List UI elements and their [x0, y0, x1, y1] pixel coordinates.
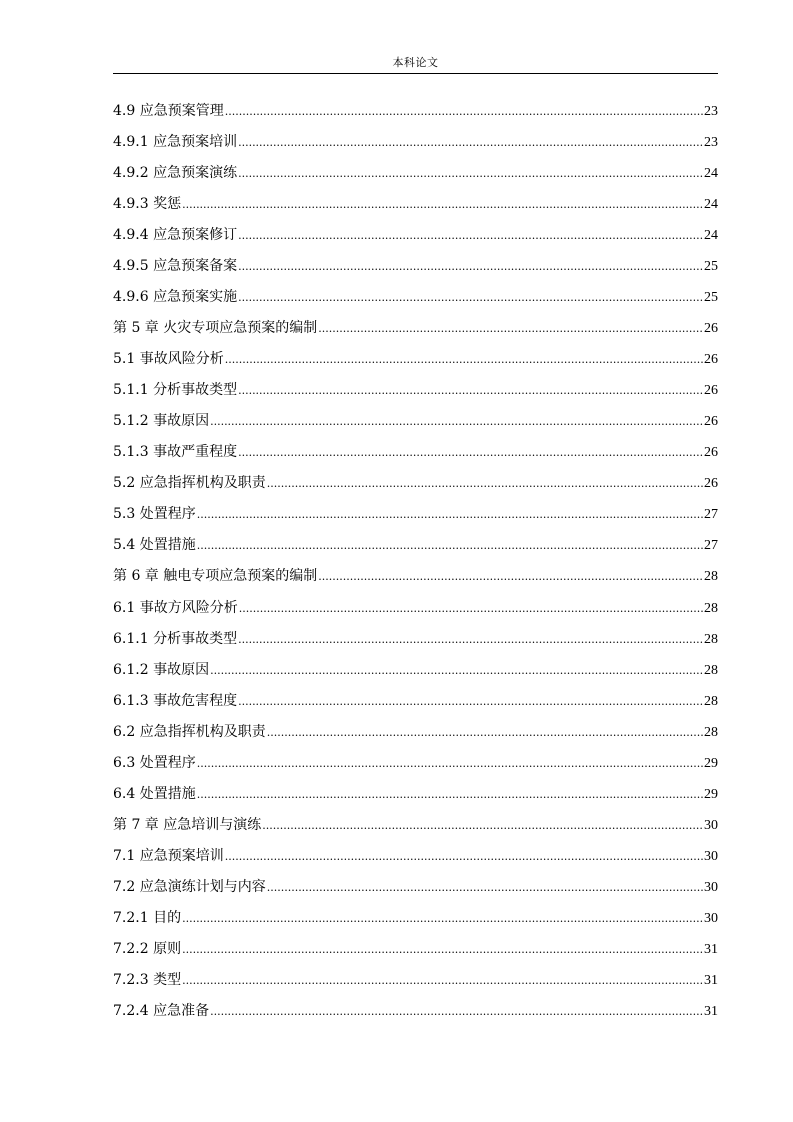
toc-entry-title: 6.1 事故方风险分析 [113, 599, 238, 616]
toc-page-number: 31 [704, 1003, 718, 1019]
toc-entry[interactable] [113, 473, 718, 504]
toc-entry[interactable] [113, 908, 718, 939]
toc-page-number: 25 [704, 290, 718, 306]
toc-page-number: 28 [704, 724, 718, 740]
toc-entry[interactable] [113, 691, 718, 722]
table-of-contents [113, 101, 718, 1032]
toc-dot-leader [210, 661, 703, 681]
toc-entry-title: 4.9 应急预案管理 [113, 103, 224, 119]
toc-page-number: 30 [704, 910, 718, 926]
toc-page-number: 28 [704, 662, 718, 678]
toc-page-number: 28 [704, 600, 718, 616]
toc-entry[interactable] [113, 380, 718, 411]
toc-entry-title: 7.2.3 类型 [113, 971, 182, 988]
toc-page-number: 23 [704, 135, 718, 151]
toc-page-number: 29 [704, 786, 718, 802]
toc-page-number: 30 [704, 879, 718, 895]
toc-dot-leader [239, 599, 703, 619]
toc-dot-leader [238, 692, 703, 712]
toc-entry-title: 7.2 应急演练计划与内容 [113, 878, 266, 895]
toc-dot-leader [238, 164, 703, 184]
toc-entry[interactable] [113, 349, 718, 380]
toc-dot-leader [318, 319, 703, 339]
toc-dot-leader [238, 381, 703, 401]
toc-dot-leader [238, 443, 703, 463]
toc-dot-leader [197, 536, 703, 556]
toc-page-number: 26 [704, 352, 718, 368]
toc-page-number: 30 [704, 848, 718, 864]
toc-page-number: 29 [704, 755, 718, 771]
toc-entry-title: 6.3 处置程序 [113, 754, 196, 771]
toc-entry[interactable] [113, 442, 718, 473]
running-header: 本科论文 [392, 56, 439, 69]
toc-entry[interactable] [113, 566, 718, 597]
toc-page-number: 26 [704, 321, 718, 337]
toc-dot-leader [238, 630, 703, 650]
toc-page-number: 26 [704, 414, 718, 430]
toc-page-number: 26 [704, 383, 718, 399]
toc-page-number: 24 [704, 166, 718, 182]
toc-entry[interactable] [113, 846, 718, 877]
toc-entry[interactable] [113, 287, 718, 318]
toc-page-number: 31 [704, 972, 718, 988]
toc-page-number: 25 [704, 259, 718, 275]
toc-entry[interactable] [113, 815, 718, 846]
toc-entry-title: 4.9.1 应急预案培训 [113, 134, 238, 151]
toc-entry[interactable] [113, 753, 718, 784]
toc-entry-title: 第 6 章 触电专项应急预案的编制 [113, 568, 318, 585]
toc-dot-leader [238, 133, 703, 153]
toc-dot-leader [267, 723, 703, 743]
toc-page-number: 24 [704, 197, 718, 213]
toc-page-number: 23 [704, 104, 718, 119]
toc-entry-title: 7.1 应急预案培训 [113, 847, 224, 864]
toc-page-number: 28 [704, 569, 718, 585]
toc-dot-leader [267, 474, 703, 494]
toc-dot-leader [225, 102, 703, 122]
toc-entry-title: 5.1.2 事故原因 [113, 413, 210, 430]
toc-page-number: 24 [704, 228, 718, 244]
toc-dot-leader [210, 412, 703, 432]
toc-dot-leader [197, 785, 703, 805]
toc-entry-title: 5.1.3 事故严重程度 [113, 444, 238, 461]
toc-entry[interactable] [113, 629, 718, 660]
toc-entry[interactable] [113, 163, 718, 194]
toc-entry[interactable] [113, 877, 718, 908]
toc-entry-title: 第 5 章 火灾专项应急预案的编制 [113, 320, 318, 337]
toc-page-number: 26 [704, 476, 718, 492]
toc-page-number: 30 [704, 817, 718, 833]
toc-entry[interactable] [113, 101, 718, 132]
toc-entry[interactable] [113, 1001, 718, 1032]
toc-page-number: 28 [704, 631, 718, 647]
toc-dot-leader [318, 567, 703, 587]
toc-dot-leader [182, 909, 703, 929]
toc-entry[interactable] [113, 970, 718, 1001]
toc-entry-title: 5.3 处置程序 [113, 506, 196, 523]
toc-page-number: 31 [704, 941, 718, 957]
toc-dot-leader [182, 195, 703, 215]
toc-entry-title: 7.2.1 目的 [113, 909, 182, 926]
toc-entry[interactable] [113, 256, 718, 287]
toc-entry-title: 5.2 应急指挥机构及职责 [113, 475, 266, 492]
toc-dot-leader [197, 754, 703, 774]
toc-entry-title: 第 7 章 应急培训与演练 [113, 816, 262, 833]
toc-entry-title: 4.9.6 应急预案实施 [113, 289, 238, 306]
toc-entry[interactable] [113, 318, 718, 349]
toc-entry[interactable] [113, 132, 718, 163]
toc-entry[interactable] [113, 939, 718, 970]
toc-entry-title: 6.1.1 分析事故类型 [113, 630, 238, 647]
toc-dot-leader [225, 350, 703, 370]
toc-dot-leader [225, 847, 703, 867]
toc-entry[interactable] [113, 722, 718, 753]
toc-page-number: 26 [704, 445, 718, 461]
toc-entry-title: 6.4 处置措施 [113, 785, 196, 802]
toc-entry[interactable] [113, 225, 718, 256]
toc-dot-leader [267, 878, 703, 898]
toc-dot-leader [238, 288, 703, 308]
toc-entry-title: 6.2 应急指挥机构及职责 [113, 723, 266, 740]
toc-dot-leader [262, 816, 703, 836]
toc-entry-title: 4.9.3 奖惩 [113, 196, 182, 213]
toc-dot-leader [197, 505, 703, 525]
toc-dot-leader [238, 257, 703, 277]
toc-entry[interactable] [113, 784, 718, 815]
toc-page-number: 28 [704, 693, 718, 709]
toc-entry-title: 5.1 事故风险分析 [113, 351, 224, 368]
toc-entry[interactable] [113, 535, 718, 566]
toc-page-number: 27 [704, 538, 718, 554]
toc-entry-title: 4.9.4 应急预案修订 [113, 227, 238, 244]
toc-entry[interactable] [113, 504, 718, 535]
toc-entry-title: 5.4 处置措施 [113, 537, 196, 554]
toc-entry[interactable] [113, 660, 718, 691]
toc-dot-leader [238, 226, 703, 246]
toc-page-number: 27 [704, 507, 718, 523]
toc-entry-title: 7.2.2 原则 [113, 940, 182, 957]
toc-entry-title: 6.1.3 事故危害程度 [113, 692, 238, 709]
toc-entry-title: 4.9.5 应急预案备案 [113, 258, 238, 275]
toc-entry[interactable] [113, 411, 718, 442]
toc-entry-title: 4.9.2 应急预案演练 [113, 165, 238, 182]
toc-entry-title: 5.1.1 分析事故类型 [113, 382, 238, 399]
header-rule [113, 73, 718, 74]
toc-entry-title: 6.1.2 事故原因 [113, 661, 210, 678]
toc-entry[interactable] [113, 194, 718, 225]
toc-dot-leader [182, 971, 703, 991]
toc-entry-title: 7.2.4 应急准备 [113, 1002, 210, 1019]
toc-dot-leader [210, 1002, 703, 1022]
toc-dot-leader [182, 940, 703, 960]
toc-entry[interactable] [113, 598, 718, 629]
